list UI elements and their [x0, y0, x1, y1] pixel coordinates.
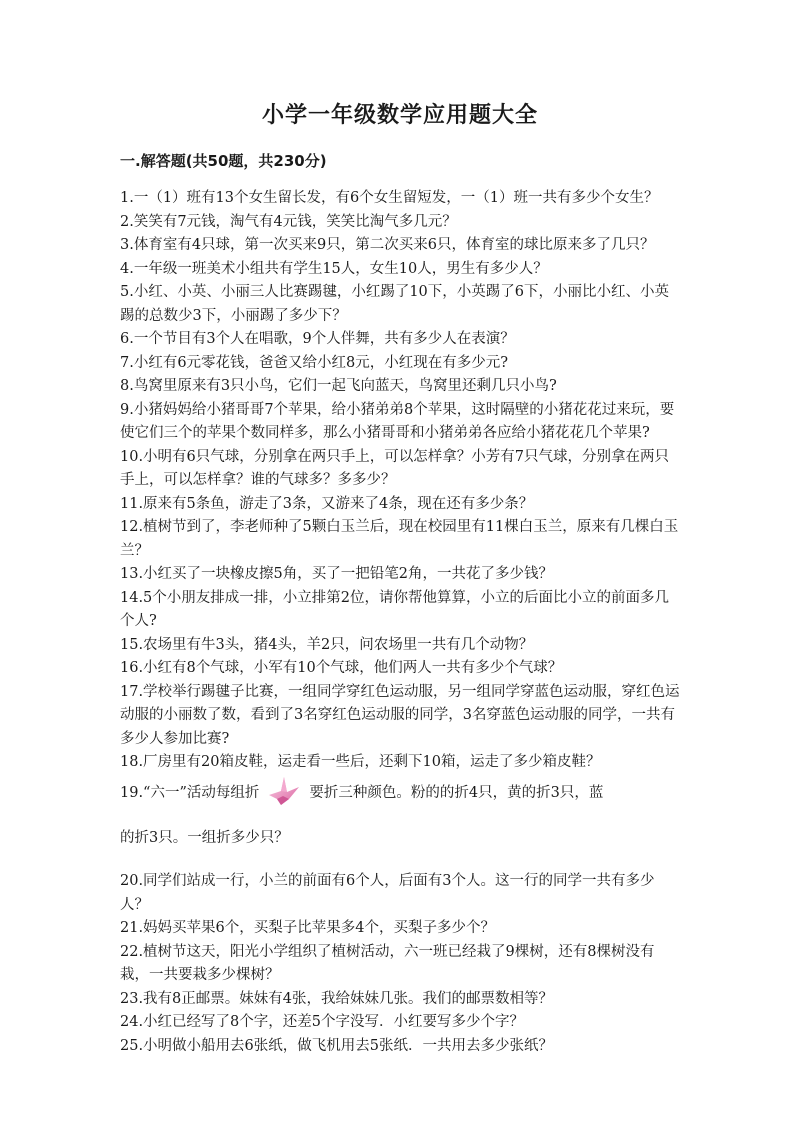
question-2: 2.笑笑有7元钱，淘气有4元钱，笑笑比淘气多几元？ [120, 213, 457, 230]
question-22: 22.植树节这天，阳光小学组织了植树活动，六一班已经栽了9棵树，还有8棵树没有栽，一共要栽多少棵树？ [120, 943, 655, 983]
question-11: 11.原来有5条鱼，游走了3条，又游来了4条，现在还有多少条？ [120, 495, 534, 512]
question-19 [120, 775, 680, 809]
question-17: 17.学校举行踢毽子比赛，一组同学穿红色运动服，另一组同学穿蓝色运动服，穿红色运动服的小丽数了数，看到了3名穿红色运动服的同学，3名穿蓝色运动服的同学，一共有多少人参加比赛? [120, 683, 680, 747]
question-3: 3.体育室有4只球，第一次买来9只，第二次买来6只，体育室的球比原来多了几只？ [120, 237, 655, 253]
question-23: 23.我有8正邮票。妹妹有4张，我给妹妹几张。我们的邮票数相等？ [120, 990, 554, 1007]
question-15: 15.农场里有牛3头，猪4头，羊2只，问农场里一共有几个动物？ [120, 636, 534, 653]
question-20: 20.同学们站成一行，小兰的前面有6个人，后面有3个人。这一行的同学一共有多少人？ [120, 873, 655, 913]
question-25: 25.小明做小船用去6张纸，做飞机用去5张纸．一共用去多少张纸？ [120, 1037, 554, 1054]
question-21: 21.妈妈买苹果6个，买梨子比苹果多4个，买梨子多少个？ [120, 920, 496, 936]
question-12: 12.植树节到了，李老师种了5颗白玉兰后，现在校园里有11棵白玉兰，原来有几棵白玉兰？ [120, 519, 679, 559]
question-13: 13.小红买了一块橡皮擦5角，买了一把铅笔2角，一共花了多少钱？ [120, 566, 554, 582]
paper-crane-icon [267, 775, 301, 809]
question-24: 24.小红已经写了8个字，还差5个字没写．小红要写多少个字？ [120, 1014, 525, 1030]
question-1: 1.一（1）班有13个女生留长发，有6个女生留短发，一（1）班一共有多少个女生？ [120, 190, 659, 206]
question-7: 7.小红有6元零花钱，爸爸又给小红8元，小红现在有多少元? [120, 354, 509, 371]
section-heading: 一.解答题(共50题，共230分) [120, 152, 327, 170]
question-19-part2: 要折三种颜色。粉的的折4只，黄的折3只，蓝 [309, 784, 604, 801]
question-19-part1: 19.“六一”活动每组折 [120, 784, 260, 801]
question-18: 18.厂房里有20箱皮鞋，运走看一些后，还剩下10箱，运走了多少箱皮鞋？ [120, 754, 601, 770]
question-8: 8.鸟窝里原来有3只小鸟，它们一起飞向蓝天，鸟窝里还剩几只小鸟? [120, 378, 557, 394]
question-10: 10.小明有6只气球，分别拿在两只手上，可以怎样拿？小芳有7只气球，分别拿在两只手上，可以怎样拿？谁的气球多？多多少？ [120, 448, 670, 488]
question-4: 4.一年级一班美术小组共有学生15人，女生10人，男生有多少人？ [120, 260, 548, 277]
page-title: 小学一年级数学应用题大全 [261, 103, 538, 128]
question-6: 6.一个节目有3个人在唱歌，9个人伴舞，共有多少人在表演？ [120, 331, 515, 347]
question-14: 14.5个小朋友排成一排，小立排第2位，请你帮他算算，小立的后面比小立的前面多几个人? [120, 589, 670, 629]
question-19-continued: 的折3只。一组折多少只？ [120, 829, 289, 846]
question-5: 5.小红、小英、小丽三人比赛踢毽，小红踢了10下，小英踢了6下，小丽比小红、小英踢的总数少3下，小丽踢了多少下？ [120, 284, 670, 324]
question-list [120, 187, 680, 1058]
question-16: 16.小红有8个气球，小军有10个气球，他们两人一共有多少个气球？ [120, 660, 563, 676]
question-9: 9.小猪妈妈给小猪哥哥7个苹果，给小猪弟弟8个苹果，这时隔壁的小猪花花过来玩，要使它们三个的苹果个数同样多，那么小猪哥哥和小猪弟弟各应给小猪花花几个苹果? [120, 401, 675, 441]
